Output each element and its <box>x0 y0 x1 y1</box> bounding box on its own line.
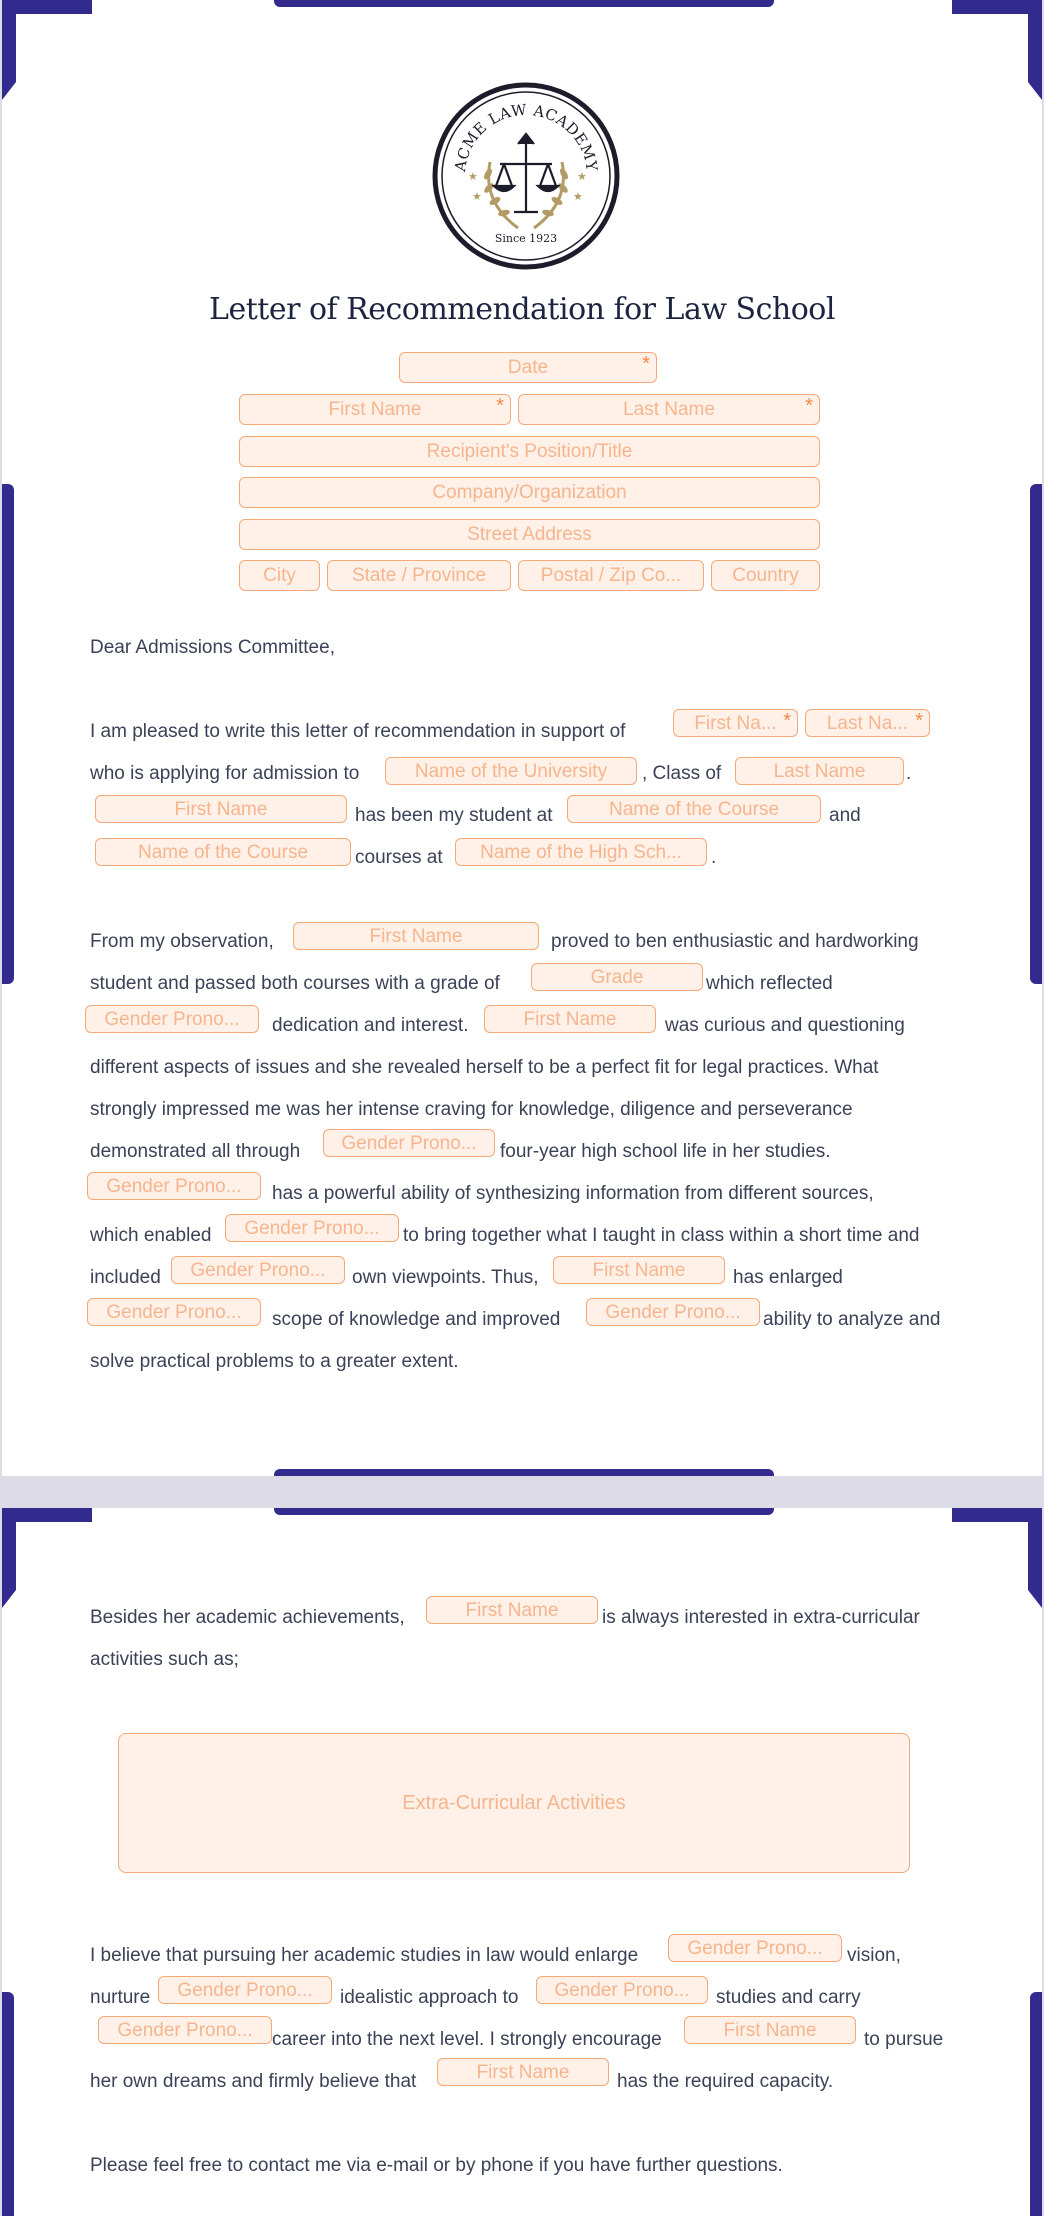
p3-text: activities such as; <box>90 1649 239 1670</box>
student-first-name-field[interactable]: First Name <box>684 2016 856 2044</box>
p1-text: I am pleased to write this letter of recommendation in support of <box>90 721 626 742</box>
recipient-position-field[interactable]: Recipient's Position/Title <box>239 436 820 467</box>
gender-pronoun-field[interactable]: Gender Prono... <box>87 1298 261 1326</box>
p2-text: strongly impressed me was her intense craving for knowledge, diligence and perseverance <box>90 1099 853 1120</box>
p2-text: scope of knowledge and improved <box>272 1309 561 1330</box>
p2-text: to bring together what I taught in class within a short time and <box>403 1225 920 1246</box>
p1-text: has been my student at <box>355 805 553 826</box>
p2-text: solve practical problems to a greater extent. <box>90 1351 459 1372</box>
required-star-icon: * <box>496 395 504 417</box>
p3-text: Besides her academic achievements, <box>90 1607 405 1628</box>
frame-top-bar <box>274 1508 774 1515</box>
p2-text: dedication and interest. <box>272 1015 469 1036</box>
salutation: Dear Admissions Committee, <box>90 637 335 658</box>
p4-text: her own dreams and firmly believe that <box>90 2071 417 2092</box>
gender-pronoun-field[interactable]: Gender Prono... <box>536 1976 708 2004</box>
p2-text: included <box>90 1267 161 1288</box>
seal-since: Since 1923 <box>494 232 558 245</box>
p4-text: idealistic approach to <box>340 1987 519 2008</box>
p4-text: career into the next level. I strongly encourage <box>272 2029 662 2050</box>
svg-text:★: ★ <box>468 171 478 183</box>
extra-curricular-activities-field[interactable]: Extra-Curricular Activities <box>118 1733 910 1873</box>
postal-field[interactable]: Postal / Zip Co... <box>518 560 704 591</box>
p2-text: different aspects of issues and she revealed herself to be a perfect fit for legal practices. What <box>90 1057 879 1078</box>
p2-text: has enlarged <box>733 1267 843 1288</box>
gender-pronoun-field[interactable]: Gender Prono... <box>668 1934 842 1962</box>
page-title: Letter of Recommendation for Law School <box>209 292 835 327</box>
p4-text: I believe that pursuing her academic studies in law would enlarge <box>90 1945 639 1966</box>
academy-seal-logo <box>432 82 620 270</box>
frame-side-right <box>1030 484 1042 984</box>
required-star-icon: * <box>783 710 791 732</box>
frame-corner-top-left <box>2 1508 16 1608</box>
student-last-name-field[interactable]: Last Na... * <box>805 709 930 737</box>
letter-page-1 <box>2 0 1042 1476</box>
gender-pronoun-field[interactable]: Gender Prono... <box>87 1172 261 1200</box>
gender-pronoun-field[interactable]: Gender Prono... <box>586 1298 760 1326</box>
country-field[interactable]: Country <box>711 560 820 591</box>
high-school-name-field[interactable]: Name of the High Sch... <box>455 838 707 866</box>
frame-top-bar <box>274 0 774 7</box>
gender-pronoun-field[interactable]: Gender Prono... <box>171 1256 345 1284</box>
p2-text: ability to analyze and <box>763 1309 941 1330</box>
frame-side-left <box>2 1992 14 2216</box>
frame-bottom-bar <box>274 1469 774 1476</box>
required-star-icon: * <box>642 353 650 375</box>
required-star-icon: * <box>915 710 923 732</box>
course-name-field[interactable]: Name of the Course <box>567 795 821 823</box>
city-field[interactable]: City <box>239 560 320 591</box>
last-name-field[interactable]: Last Name * <box>518 394 820 425</box>
frame-side-right <box>1030 1992 1042 2216</box>
p1-text: and <box>829 805 861 826</box>
frame-corner-top-right <box>1028 1508 1042 1608</box>
p4-text: vision, <box>847 1945 901 1966</box>
p1-text: , Class of <box>642 763 722 784</box>
p1-text: . <box>711 847 717 868</box>
svg-text:★: ★ <box>472 191 482 203</box>
gender-pronoun-field[interactable]: Gender Prono... <box>98 2016 272 2044</box>
seal-icon <box>432 82 620 270</box>
state-field[interactable]: State / Province <box>327 560 511 591</box>
student-first-name-field[interactable]: First Name <box>426 1596 598 1624</box>
gender-pronoun-field[interactable]: Gender Prono... <box>158 1976 332 2004</box>
grade-field[interactable]: Grade <box>531 963 703 991</box>
required-star-icon: * <box>805 395 813 417</box>
p2-text: has a powerful ability of synthesizing information from different sources, <box>272 1183 874 1204</box>
student-first-name-field[interactable]: First Name <box>95 795 347 823</box>
p2-text: student and passed both courses with a grade of <box>90 973 500 994</box>
student-first-name-field[interactable]: First Na... * <box>673 709 798 737</box>
p2-text: proved to ben enthusiastic and hardworking <box>551 931 919 952</box>
svg-text:★: ★ <box>577 171 587 183</box>
p2-text: was curious and questioning <box>665 1015 905 1036</box>
p2-text: own viewpoints. Thus, <box>352 1267 539 1288</box>
page-divider <box>0 1476 1044 1508</box>
class-year-field[interactable]: Last Name <box>735 757 904 785</box>
p2-text: which enabled <box>90 1225 212 1246</box>
p5-text: Please feel free to contact me via e-mail or by phone if you have further questions. <box>90 2155 783 2176</box>
student-first-name-field[interactable]: First Name <box>484 1005 656 1033</box>
svg-text:★: ★ <box>573 191 583 203</box>
student-first-name-field[interactable]: First Name <box>437 2058 609 2086</box>
company-field[interactable]: Company/Organization <box>239 477 820 508</box>
p2-text: which reflected <box>706 973 833 994</box>
frame-side-left <box>2 484 14 984</box>
seal-name: ACME LAW ACADEMY <box>451 100 601 173</box>
p3-text: is always interested in extra-curricular <box>602 1607 920 1628</box>
letter-page-2 <box>2 1508 1042 2216</box>
p4-text: has the required capacity. <box>617 2071 834 2092</box>
street-address-field[interactable]: Street Address <box>239 519 820 550</box>
frame-corner-top-left <box>2 0 16 100</box>
p1-text: . <box>906 763 912 784</box>
p4-text: to pursue <box>864 2029 944 2050</box>
p1-text: who is applying for admission to <box>90 763 360 784</box>
student-first-name-field[interactable]: First Name <box>293 922 539 950</box>
p4-text: nurture <box>90 1987 151 2008</box>
student-first-name-field[interactable]: First Name <box>553 1256 725 1284</box>
course-name-field[interactable]: Name of the Course <box>95 838 351 866</box>
date-field[interactable]: Date * <box>399 352 657 383</box>
first-name-field[interactable]: First Name * <box>239 394 511 425</box>
gender-pronoun-field[interactable]: Gender Prono... <box>225 1214 399 1242</box>
frame-corner-top-right <box>1028 0 1042 100</box>
university-name-field[interactable]: Name of the University <box>385 757 637 785</box>
gender-pronoun-field[interactable]: Gender Prono... <box>323 1129 495 1157</box>
gender-pronoun-field[interactable]: Gender Prono... <box>85 1005 259 1033</box>
p2-text: From my observation, <box>90 931 274 952</box>
p2-text: four-year high school life in her studies. <box>500 1141 831 1162</box>
p4-text: studies and carry <box>716 1987 861 2008</box>
p2-text: demonstrated all through <box>90 1141 301 1162</box>
p1-text: courses at <box>355 847 443 868</box>
